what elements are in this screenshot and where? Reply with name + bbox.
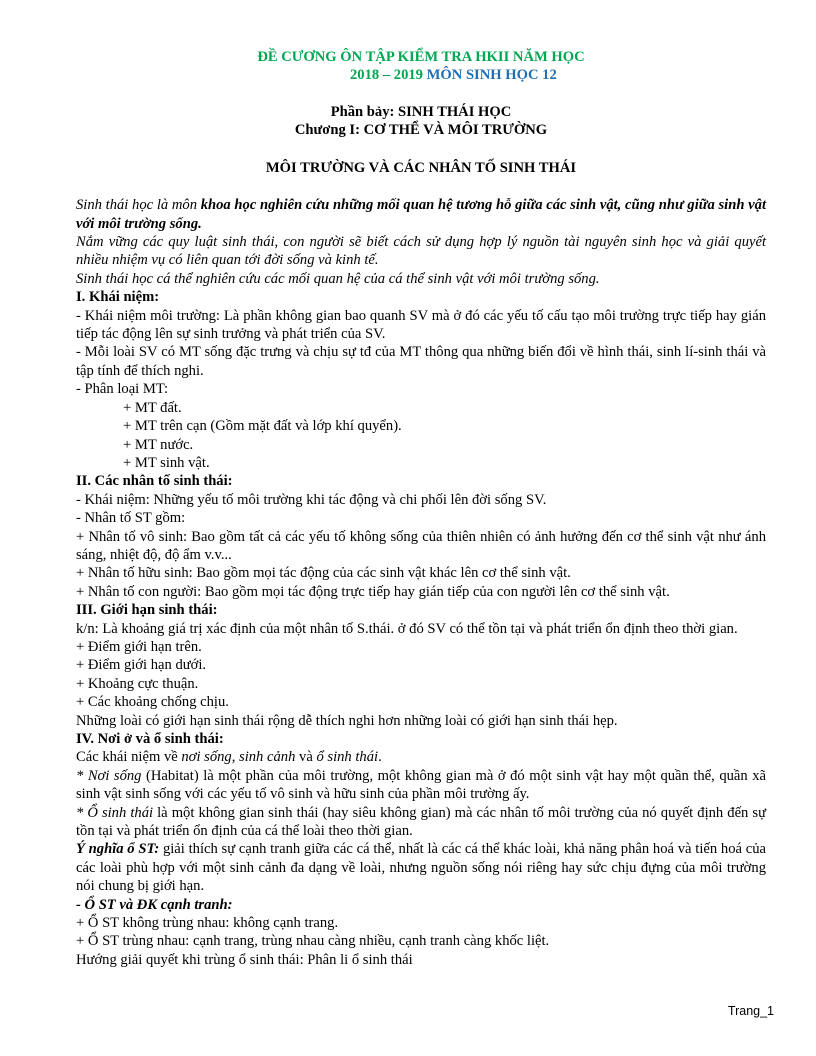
list-item: + Các khoảng chống chịu. bbox=[76, 694, 229, 711]
list-item: + Khoảng cực thuận. bbox=[76, 675, 199, 692]
s2-paragraph: - Khái niệm: Những yếu tố môi trường khi tác động và chi phối lên đời sống SV. bbox=[76, 491, 547, 508]
list-item: + Điểm giới hạn dưới. bbox=[76, 657, 207, 674]
s4-paragraph: Hướng giải quyết khi trùng ổ sinh thái: Phân li ổ sinh thái bbox=[76, 951, 413, 968]
list-item: + Điểm giới hạn trên. bbox=[76, 638, 202, 655]
s4-paragraph: * Ổ sinh thái là một không gian sinh thái (hay siêu không gian) mà các nhân tố môi trường của nó quyết định đến sự tồn tại và phát triển ổn định của cá thể loài theo thời gian. bbox=[76, 804, 766, 840]
s4-paragraph: Các khái niệm về nơi sống, sinh cảnh và ổ sinh thái. bbox=[76, 749, 382, 766]
page-number: Trang_1 bbox=[727, 1004, 774, 1018]
s1-paragraph: - Phân loại MT: bbox=[76, 381, 169, 398]
intro-paragraph-2: Nắm vững các quy luật sinh thái, con người sẽ biết cách sử dụng hợp lý nguồn tài nguyên sinh học và giải quyết nhiều nhiệm vụ có liên quan tới đời sống và kinh tế. bbox=[76, 234, 766, 269]
s2-paragraph: + Nhân tố vô sinh: Bao gồm tất cả các yếu tố không sống của thiên nhiên có ảnh hưởng đến cơ thể sinh vật như ánh sáng, nhiệt độ, độ ẩm v.v... bbox=[76, 528, 766, 563]
s4-paragraph: Ý nghĩa ổ ST: giải thích sự cạnh tranh giữa các cá thể, nhất là các cá thể khác loài, khả năng phân hoá và tiến hoá của các loài phù hợp với một sinh cảnh đa dạng về loài, nhưng nguồn sống nói riêng hay sức chịu đựng của môi trường nói chung bị giới hạn. bbox=[76, 841, 766, 895]
list-item: + MT sinh vật. bbox=[123, 454, 210, 471]
section-4-heading: IV. Nơi ở và ổ sinh thái: bbox=[76, 731, 224, 747]
chapter-title: Chương I: CƠ THỂ VÀ MÔI TRƯỜNG bbox=[294, 122, 548, 139]
intro-paragraph-3: Sinh thái học cá thể nghiên cứu các mối quan hệ của cá thể sinh vật với môi trường sống. bbox=[76, 270, 600, 287]
s4-subheading: - Ổ ST và ĐK cạnh tranh: bbox=[76, 896, 233, 913]
s2-paragraph: + Nhân tố hữu sinh: Bao gồm mọi tác động của các sinh vật khác lên cơ thể sinh vật. bbox=[76, 565, 571, 582]
intro-paragraph-1: Sinh thái học là môn khoa học nghiên cứu những mối quan hệ tương hỗ giữa các sinh vật, cũng như giữa sinh vật với môi trường sống. bbox=[76, 197, 766, 232]
s2-paragraph: + Nhân tố con người: Bao gồm mọi tác động trực tiếp hay gián tiếp của con người lên cơ thể sinh vật. bbox=[76, 583, 670, 600]
s1-paragraph: - Khái niệm môi trường: Là phần không gian bao quanh SV mà ở đó các yếu tố cấu tạo môi trường trực tiếp hay gián tiếp tác động lên sự sinh trưởng và phát triển của SV. bbox=[76, 307, 766, 343]
list-item: + MT trên cạn (Gồm mặt đất và lớp khí quyển). bbox=[123, 418, 402, 435]
subject: MÔN SINH HỌC 12 bbox=[426, 67, 557, 83]
s4-paragraph: + Ổ ST không trùng nhau: không cạnh trang. bbox=[76, 915, 339, 932]
section-3-heading: III. Giới hạn sinh thái: bbox=[76, 602, 218, 619]
section-2-heading: II. Các nhân tố sinh thái: bbox=[76, 473, 233, 490]
list-item: + MT nước. bbox=[123, 436, 194, 453]
document-page bbox=[76, 48, 766, 969]
list-item: + MT đất. bbox=[123, 399, 182, 416]
header-line-2 bbox=[76, 66, 766, 84]
s3-paragraph: Những loài có giới hạn sinh thái rộng dễ thích nghi hơn những loài có giới hạn sinh thái hẹp. bbox=[76, 712, 618, 729]
header-line-1: ĐỀ CƯƠNG ÔN TẬP KIỂM TRA HKII NĂM HỌC bbox=[257, 49, 585, 65]
s4-paragraph: + Ổ ST trùng nhau: cạnh trang, trùng nhau càng nhiều, cạnh tranh càng khốc liệt. bbox=[76, 933, 550, 950]
s2-paragraph: - Nhân tố ST gồm: bbox=[76, 510, 186, 527]
section-title: MÔI TRƯỜNG VÀ CÁC NHÂN TỐ SINH THÁI bbox=[265, 159, 577, 176]
s1-paragraph: - Mỗi loài SV có MT sống đặc trưng và chịu sự tđ của MT thông qua những biến đổi về hình thái, sinh lí-sinh thái và tập tính để thích nghi. bbox=[76, 344, 766, 379]
s3-paragraph: k/n: Là khoảng giá trị xác định của một nhân tố S.thái. ở đó SV có thể tồn tại và phát triển ổn định theo thời gian. bbox=[76, 620, 738, 637]
school-year: 2018 – 2019 bbox=[350, 67, 423, 83]
s4-paragraph: * Nơi sống (Habitat) là một phần của môi trường, một không gian mà ở đó một sinh vật hay một quần thể, quần xã sinh vật sinh sống với các yếu tố vô sinh và hữu sinh của phần môi trường ấy. bbox=[76, 767, 766, 803]
section-1-heading: I. Khái niệm: bbox=[76, 289, 160, 306]
part-title: Phần bảy: SINH THÁI HỌC bbox=[330, 104, 512, 120]
